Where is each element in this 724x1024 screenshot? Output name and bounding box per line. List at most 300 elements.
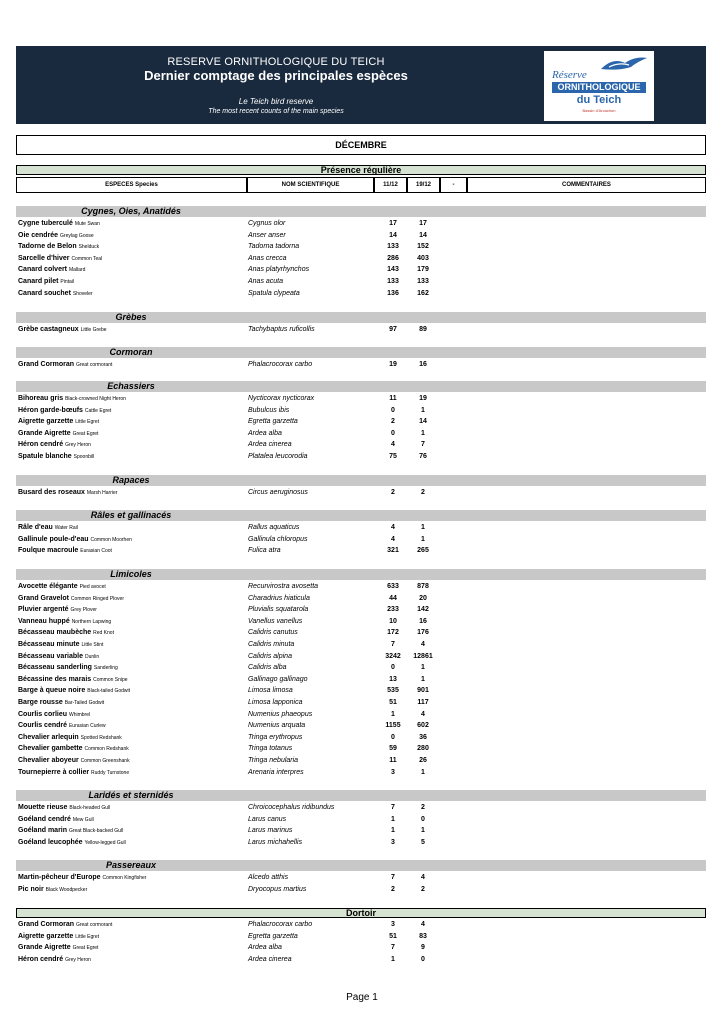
species-name-english: Black-crowned Night Heron bbox=[65, 396, 126, 402]
species-name-english: Mew Gull bbox=[72, 816, 94, 823]
species-name-english: Whimbrel bbox=[68, 711, 91, 718]
scientific-name: Egretta garzetta bbox=[248, 418, 298, 426]
count-date-1: 7 bbox=[391, 641, 395, 648]
scientific-name: Anas platyrhynchos bbox=[248, 266, 310, 274]
species-name bbox=[18, 534, 132, 546]
species-name-english: Common Redshank bbox=[84, 746, 129, 753]
scientific-name: Tringa nebularia bbox=[248, 757, 299, 764]
table-row bbox=[16, 954, 706, 966]
table-row bbox=[16, 581, 706, 593]
species-name-english: Great Egret bbox=[72, 945, 99, 952]
count-date-2: 142 bbox=[417, 606, 429, 614]
species-name-english: Grey Plover bbox=[70, 607, 97, 614]
report-header bbox=[16, 46, 706, 124]
count-date-1: 1 bbox=[391, 710, 395, 718]
species-name-french: Avocette élégante bbox=[18, 583, 78, 590]
scientific-name: Anas acuta bbox=[248, 278, 284, 285]
count-date-1: 3 bbox=[391, 921, 395, 928]
species-name bbox=[18, 218, 100, 230]
count-date-2: 1 bbox=[421, 429, 425, 437]
species-name-english: Dunlin bbox=[84, 653, 100, 660]
species-name bbox=[18, 919, 112, 931]
count-date-2: 1 bbox=[421, 524, 425, 531]
scientific-name: Ardea cinerea bbox=[248, 955, 292, 963]
count-date-1: 7 bbox=[391, 944, 395, 952]
species-name bbox=[18, 825, 123, 837]
scientific-name: Vanellus vanellus bbox=[248, 617, 303, 625]
section-title: Laridés et sternidés bbox=[88, 790, 174, 800]
count-date-1: 97 bbox=[389, 326, 397, 333]
species-name bbox=[18, 685, 130, 697]
table-row bbox=[16, 616, 706, 628]
section-title: Râles et gallinacés bbox=[90, 510, 172, 520]
species-name bbox=[18, 884, 87, 896]
species-name bbox=[18, 814, 94, 826]
species-name-french: Goéland leucophée bbox=[18, 838, 83, 846]
col-species: ESPECES Species bbox=[16, 177, 247, 193]
table-row bbox=[16, 931, 706, 943]
species-name-english: Marsh Harrier bbox=[86, 490, 118, 496]
species-name bbox=[18, 522, 78, 534]
species-name-french: Canard pilet bbox=[18, 278, 59, 285]
scientific-name: Rallus aquaticus bbox=[248, 524, 300, 531]
count-date-2: 1 bbox=[421, 675, 425, 683]
scientific-name: Tadorna tadorna bbox=[248, 243, 300, 251]
species-name-french: Pluvier argenté bbox=[18, 606, 69, 614]
count-date-1: 133 bbox=[387, 278, 399, 285]
logo-text-bassin: Bassin d'Arcachon bbox=[582, 108, 616, 113]
section-header bbox=[16, 381, 706, 392]
species-name bbox=[18, 720, 106, 732]
count-date-2: 280 bbox=[417, 745, 429, 753]
table-row bbox=[16, 814, 706, 826]
species-name-french: Bécasseau maubèche bbox=[18, 629, 92, 637]
count-date-1: 633 bbox=[387, 583, 399, 590]
species-name-english: Little Stint bbox=[81, 642, 104, 648]
species-name-french: Canard colvert bbox=[18, 266, 68, 274]
species-name-english: Pied avocet bbox=[79, 584, 106, 590]
species-name-french: Canard souchet bbox=[18, 289, 71, 297]
species-name bbox=[18, 428, 98, 440]
species-name-english: Shelduck bbox=[78, 244, 100, 251]
count-date-1: 0 bbox=[391, 429, 395, 437]
scientific-name: Limosa limosa bbox=[248, 687, 293, 695]
species-name-french: Vanneau huppé bbox=[18, 617, 70, 625]
species-name bbox=[18, 253, 102, 265]
species-name bbox=[18, 405, 111, 417]
species-name bbox=[18, 639, 103, 651]
species-name bbox=[18, 324, 107, 336]
scientific-name: Ardea cinerea bbox=[248, 441, 292, 449]
count-date-2: 176 bbox=[417, 629, 429, 637]
table-row bbox=[16, 685, 706, 697]
scientific-name: Calidris alpina bbox=[248, 652, 292, 660]
count-date-1: 286 bbox=[387, 254, 399, 262]
species-name-english: Great Egret bbox=[72, 430, 99, 437]
scientific-name: Calidris alba bbox=[248, 664, 287, 672]
species-name-english: Grey Heron bbox=[65, 442, 91, 449]
species-name bbox=[18, 662, 118, 674]
scientific-name: Egretta garzetta bbox=[248, 932, 298, 940]
band-regular-presence: Présence régulière bbox=[16, 165, 706, 175]
scientific-name: Numenius phaeopus bbox=[248, 710, 313, 718]
count-date-1: 0 bbox=[391, 664, 395, 672]
species-name-english: Water Rail bbox=[54, 525, 78, 531]
table-row bbox=[16, 639, 706, 651]
scientific-name: Ardea alba bbox=[248, 944, 282, 952]
species-name-french: Grèbe castagneux bbox=[18, 326, 79, 333]
col-date-1: 11/12 bbox=[374, 177, 407, 193]
table-row bbox=[16, 593, 706, 605]
count-date-2: 16 bbox=[419, 617, 427, 625]
species-name-french: Martin-pêcheur d'Europe bbox=[18, 874, 101, 881]
count-date-1: 17 bbox=[389, 220, 397, 227]
scientific-name: Larus michahellis bbox=[248, 838, 303, 846]
count-date-1: 233 bbox=[387, 606, 399, 614]
species-name-english: Grey Heron bbox=[65, 956, 91, 963]
bird-logo-icon bbox=[599, 55, 649, 73]
species-name-french: Héron cendré bbox=[18, 955, 64, 963]
species-name-english: Spotted Redshank bbox=[80, 734, 122, 741]
species-name bbox=[18, 767, 129, 779]
species-name bbox=[18, 439, 91, 451]
species-name-french: Aigrette garzette bbox=[18, 418, 74, 426]
table-row bbox=[16, 732, 706, 744]
count-date-1: 51 bbox=[389, 699, 397, 706]
species-name bbox=[18, 593, 124, 605]
report-title: Dernier comptage des principales espèces bbox=[144, 68, 408, 83]
species-name-english: Mute Swan bbox=[74, 221, 100, 227]
species-name-english: Great Black-backed Gull bbox=[68, 828, 124, 835]
section-title: Passereaux bbox=[105, 860, 157, 870]
species-name-english: Ruddy Turnstone bbox=[91, 769, 130, 776]
table-row bbox=[16, 709, 706, 721]
count-date-2: 1 bbox=[421, 406, 425, 414]
scientific-name: Bubulcus ibis bbox=[248, 406, 290, 414]
species-name-french: Oie cendrée bbox=[18, 231, 59, 239]
species-name-french: Chevalier arlequin bbox=[18, 733, 79, 741]
species-name bbox=[18, 276, 74, 288]
species-name-french: Tournepierre à collier bbox=[18, 768, 90, 776]
count-date-1: 1 bbox=[391, 827, 395, 835]
count-date-1: 136 bbox=[387, 289, 399, 297]
table-row bbox=[16, 627, 706, 639]
count-date-2: 162 bbox=[417, 289, 429, 297]
scientific-name: Nycticorax nycticorax bbox=[248, 395, 315, 402]
species-name-english: Bar-Tailed Godwit bbox=[64, 700, 105, 706]
count-date-1: 13 bbox=[389, 675, 397, 683]
section-header bbox=[16, 206, 706, 217]
species-name-french: Grand Gravelot bbox=[18, 594, 69, 602]
table-row bbox=[16, 942, 706, 954]
col-date-2: 19/12 bbox=[407, 177, 440, 193]
count-date-2: 19 bbox=[419, 395, 427, 402]
species-name-english: Little Egret bbox=[75, 419, 100, 426]
species-name-english: Little Egret bbox=[75, 933, 100, 940]
count-date-2: 4 bbox=[421, 921, 425, 928]
species-name-english: Sanderling bbox=[93, 665, 118, 672]
species-name bbox=[18, 942, 98, 954]
table-row bbox=[16, 522, 706, 534]
scientific-name: Gallinula chloropus bbox=[248, 535, 308, 543]
species-name bbox=[18, 651, 99, 663]
count-date-2: 2 bbox=[421, 489, 425, 496]
species-name-english: Eurasian Coot bbox=[80, 548, 112, 555]
scientific-name: Numenius arquata bbox=[248, 722, 306, 730]
count-date-1: 11 bbox=[389, 757, 397, 764]
scientific-name: Tringa totanus bbox=[248, 745, 293, 753]
count-date-2: 0 bbox=[421, 955, 425, 963]
species-name-english: Common Moorhen bbox=[90, 536, 132, 543]
species-name-french: Bécasseau variable bbox=[18, 652, 83, 660]
species-name bbox=[18, 581, 106, 593]
count-date-2: 16 bbox=[419, 361, 427, 368]
species-name-english: Common Snipe bbox=[93, 676, 128, 683]
scientific-name: Arenaria interpres bbox=[248, 768, 304, 776]
species-name bbox=[18, 837, 126, 849]
species-name bbox=[18, 230, 94, 242]
species-name-french: Héron garde-bœufs bbox=[18, 406, 83, 414]
count-date-1: 3242 bbox=[385, 652, 401, 660]
species-name-french: Foulque macroule bbox=[18, 547, 79, 555]
table-row bbox=[16, 825, 706, 837]
col-dash: - bbox=[440, 177, 467, 193]
table-row bbox=[16, 428, 706, 440]
scientific-name: Larus canus bbox=[248, 815, 287, 823]
table-row bbox=[16, 534, 706, 546]
species-name-english: Spoonbill bbox=[73, 454, 95, 460]
count-date-2: 403 bbox=[417, 254, 429, 262]
species-name bbox=[18, 359, 112, 371]
scientific-name: Pluvialis squatarola bbox=[248, 606, 309, 614]
species-name bbox=[18, 416, 99, 428]
table-row bbox=[16, 253, 706, 265]
species-name bbox=[18, 743, 129, 755]
species-name bbox=[18, 627, 114, 639]
scientific-name: Phalacrocorax carbo bbox=[248, 361, 313, 368]
table-row bbox=[16, 604, 706, 616]
count-date-2: 265 bbox=[417, 547, 429, 555]
count-date-2: 9 bbox=[421, 944, 425, 952]
scientific-name: Charadrius hiaticula bbox=[248, 594, 310, 602]
section-title: Cygnes, Oies, Anatidés bbox=[81, 206, 181, 216]
count-date-2: 878 bbox=[417, 583, 429, 590]
species-name-english: Pintail bbox=[60, 279, 75, 285]
species-name-french: Bécasseau minute bbox=[18, 641, 80, 648]
count-date-2: 14 bbox=[419, 418, 427, 426]
species-name bbox=[18, 697, 104, 709]
count-date-2: 117 bbox=[417, 699, 429, 706]
species-name-french: Cygne tuberculé bbox=[18, 220, 73, 227]
scientific-name: Larus marinus bbox=[248, 827, 293, 835]
scientific-name: Dryocopus martius bbox=[248, 885, 307, 893]
count-date-2: 83 bbox=[419, 932, 427, 940]
species-name bbox=[18, 709, 90, 721]
count-date-1: 7 bbox=[391, 804, 395, 811]
table-row bbox=[16, 743, 706, 755]
section-title: Grèbes bbox=[115, 312, 147, 322]
species-name bbox=[18, 487, 117, 499]
species-name bbox=[18, 931, 99, 943]
species-name-french: Chevalier gambette bbox=[18, 745, 83, 753]
scientific-name: Tachybaptus ruficollis bbox=[248, 326, 315, 333]
count-date-1: 1 bbox=[391, 955, 395, 963]
table-row bbox=[16, 276, 706, 288]
count-date-1: 59 bbox=[389, 745, 397, 753]
species-name bbox=[18, 451, 94, 463]
logo-text-ornithologique: ORNITHOLOGIQUE bbox=[552, 82, 646, 93]
section-header bbox=[16, 860, 706, 871]
scientific-name: Gallinago gallinago bbox=[248, 675, 308, 683]
count-date-2: 12861 bbox=[413, 652, 433, 660]
logo-text-teich: du Teich bbox=[576, 94, 622, 106]
count-date-2: 1 bbox=[421, 664, 425, 672]
species-name-french: Courlis corlieu bbox=[18, 710, 68, 718]
scientific-name: Alcedo atthis bbox=[248, 874, 289, 881]
species-name bbox=[18, 604, 97, 616]
species-name-english: Northern Lapwing bbox=[71, 618, 112, 625]
count-date-2: 26 bbox=[419, 757, 427, 764]
count-date-2: 179 bbox=[417, 266, 429, 274]
english-title: The most recent counts of the main species bbox=[208, 108, 344, 115]
count-date-1: 2 bbox=[391, 418, 395, 426]
count-date-2: 7 bbox=[421, 441, 425, 449]
table-row bbox=[16, 451, 706, 463]
species-name-english: Great cormorant bbox=[75, 922, 113, 928]
species-name-french: Bécassine des marais bbox=[18, 675, 92, 683]
section-title: Cormoran bbox=[109, 347, 153, 357]
species-name-english: Common Ringed Plover bbox=[70, 595, 125, 602]
count-date-2: 20 bbox=[419, 594, 427, 602]
species-name bbox=[18, 264, 85, 276]
count-date-2: 2 bbox=[421, 885, 425, 893]
species-name-french: Bihoreau gris bbox=[18, 395, 64, 402]
scientific-name: Calidris minuta bbox=[248, 641, 295, 648]
species-name bbox=[18, 616, 111, 628]
scientific-name: Platalea leucorodia bbox=[248, 453, 308, 460]
english-subtitle: Le Teich bird reserve bbox=[238, 97, 314, 106]
section-header bbox=[16, 475, 706, 486]
scientific-name: Calidris canutus bbox=[248, 629, 298, 637]
species-name bbox=[18, 802, 110, 814]
count-date-2: 4 bbox=[421, 710, 425, 718]
count-date-2: 4 bbox=[421, 874, 425, 881]
species-name-english: Little Grebe bbox=[80, 327, 107, 333]
table-row bbox=[16, 662, 706, 674]
section-header bbox=[16, 510, 706, 521]
section-title: Echassiers bbox=[107, 381, 155, 391]
count-date-1: 4 bbox=[391, 441, 395, 449]
count-date-1: 3 bbox=[391, 838, 395, 846]
count-date-1: 11 bbox=[389, 395, 397, 402]
count-date-2: 76 bbox=[419, 453, 427, 460]
species-name-english: Shoveler bbox=[72, 290, 93, 297]
scientific-name: Cygnus olor bbox=[248, 220, 286, 227]
count-date-2: 602 bbox=[417, 722, 429, 730]
table-row bbox=[16, 487, 706, 499]
count-date-2: 133 bbox=[417, 278, 429, 285]
species-name-french: Héron cendré bbox=[18, 441, 64, 449]
species-name-english: Black Woodpecker bbox=[45, 886, 88, 893]
scientific-name: Anser anser bbox=[248, 231, 286, 239]
species-name-english: Black-tailed Godwit bbox=[87, 688, 131, 695]
species-name-french: Tadorne de Belon bbox=[18, 243, 77, 251]
table-row bbox=[16, 919, 706, 931]
table-row bbox=[16, 324, 706, 336]
scientific-name: Anas crecca bbox=[248, 254, 287, 262]
table-row bbox=[16, 218, 706, 230]
count-date-2: 36 bbox=[419, 733, 427, 741]
count-date-2: 89 bbox=[419, 326, 427, 333]
species-name-english: Greylag Goose bbox=[60, 232, 94, 239]
page-number: Page 1 bbox=[346, 992, 378, 1003]
scientific-name: Limosa lapponica bbox=[248, 699, 303, 706]
species-name bbox=[18, 241, 99, 253]
species-name bbox=[18, 393, 126, 405]
table-row bbox=[16, 651, 706, 663]
species-name-french: Pic noir bbox=[18, 885, 44, 893]
count-date-1: 19 bbox=[389, 361, 397, 368]
section-header bbox=[16, 347, 706, 358]
species-name-english: Eurasian Curlew bbox=[68, 723, 106, 730]
table-row bbox=[16, 416, 706, 428]
band-roost: Dortoir bbox=[16, 908, 706, 918]
count-date-1: 4 bbox=[391, 524, 395, 531]
table-row bbox=[16, 393, 706, 405]
species-name-french: Chevalier aboyeur bbox=[18, 757, 79, 764]
table-row bbox=[16, 872, 706, 884]
table-row bbox=[16, 288, 706, 300]
count-date-2: 901 bbox=[417, 687, 429, 695]
table-row bbox=[16, 439, 706, 451]
scientific-name: Chroicocephalus ridibundus bbox=[248, 804, 335, 811]
species-name bbox=[18, 755, 130, 767]
count-date-2: 14 bbox=[419, 231, 427, 239]
species-name-english: Common Teal bbox=[71, 255, 103, 262]
count-date-1: 2 bbox=[391, 489, 395, 496]
table-row bbox=[16, 802, 706, 814]
count-date-1: 0 bbox=[391, 733, 395, 741]
species-name bbox=[18, 954, 91, 966]
count-date-1: 143 bbox=[387, 266, 399, 274]
species-name bbox=[18, 732, 122, 744]
table-row bbox=[16, 697, 706, 709]
table-row bbox=[16, 405, 706, 417]
species-name-french: Goéland marin bbox=[18, 827, 68, 835]
count-date-1: 14 bbox=[389, 231, 397, 239]
count-date-2: 0 bbox=[421, 815, 425, 823]
count-date-2: 1 bbox=[421, 827, 425, 835]
count-date-2: 5 bbox=[421, 838, 425, 846]
table-row bbox=[16, 767, 706, 779]
section-title: Limicoles bbox=[110, 569, 152, 579]
species-name-english: Common Kingfisher bbox=[102, 875, 147, 881]
count-date-1: 133 bbox=[387, 243, 399, 251]
scientific-name: Circus aeruginosus bbox=[248, 489, 308, 496]
species-name bbox=[18, 674, 128, 686]
species-name-french: Mouette rieuse bbox=[18, 804, 68, 811]
table-row bbox=[16, 837, 706, 849]
species-name-french: Gallinule poule-d'eau bbox=[18, 535, 89, 543]
table-row bbox=[16, 720, 706, 732]
count-date-2: 1 bbox=[421, 768, 425, 776]
species-name-french: Aigrette garzette bbox=[18, 932, 74, 940]
scientific-name: Phalacrocorax carbo bbox=[248, 921, 313, 928]
table-row bbox=[16, 230, 706, 242]
species-name-french: Grand Cormoran bbox=[18, 361, 75, 368]
count-date-1: 1155 bbox=[385, 722, 401, 730]
count-date-2: 152 bbox=[417, 243, 429, 251]
